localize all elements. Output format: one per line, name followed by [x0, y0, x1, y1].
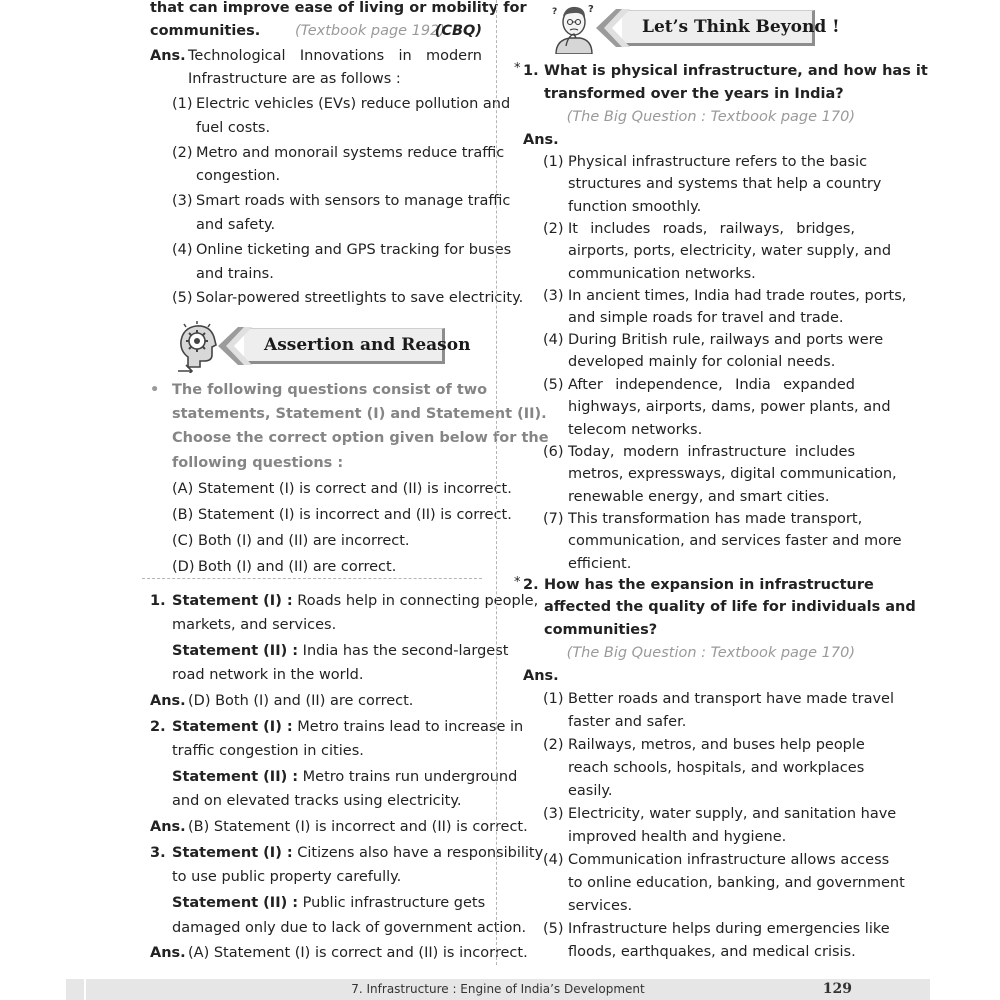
answer-intro-line-1: Technological Innovations in modern [188, 48, 482, 64]
chevron-left-icon [218, 327, 252, 365]
item-text-line-1: In ancient times, India had trade routes, ports, [568, 288, 907, 304]
item-text-line-3: telecom networks. [568, 421, 703, 438]
star-marker: * [514, 575, 521, 590]
item-text-line-1: After independence, India expanded [568, 377, 855, 393]
assertion-reason-heading [244, 328, 471, 364]
item-text-line-2: floods, earthquakes, and medical crisis. [568, 944, 856, 960]
item-text-line-3: renewable energy, and smart cities. [568, 488, 830, 505]
statement-1-text: Roads help in connecting people, [297, 593, 539, 609]
instruction-line-2: statements, Statement (I) and Statement (II). [172, 406, 547, 422]
statement-2-label: Statement (II) : [172, 895, 299, 911]
item-text-line-1: Electric vehicles (EVs) reduce pollution and [196, 96, 511, 112]
item-text-line-3: efficient. [568, 555, 632, 572]
item-text-line-1: Today, modern infrastructure includes [568, 444, 855, 460]
question-continued-text: communities. [150, 23, 261, 39]
item-text-line-3: services. [568, 898, 633, 914]
question-line-1: What is physical infrastructure, and how has it [544, 63, 928, 79]
option-text: Statement (I) is correct and (II) is incorrect. [198, 481, 512, 497]
item-text-line-1: Railways, metros, and buses help people [568, 737, 865, 753]
item-number: (2) [543, 737, 564, 753]
question-number: 1. [150, 593, 166, 609]
textbook-reference: (The Big Question : Textbook page 170) [566, 645, 855, 661]
option-letter: (C) [172, 533, 194, 549]
textbook-reference: (The Big Question : Textbook page 170) [566, 109, 855, 125]
item-text-line-2: and simple roads for travel and trade. [568, 310, 844, 327]
section-separator [142, 578, 482, 579]
item-text-line-2: faster and safer. [568, 714, 687, 730]
answer-label: Ans. [523, 132, 559, 148]
instruction-line-1: The following questions consist of two [172, 382, 488, 398]
item-number: (4) [172, 242, 193, 258]
chevron-left-icon [596, 9, 630, 47]
statement-1-line-2: markets, and services. [172, 617, 337, 633]
question-continued-line-2 [150, 21, 482, 41]
question-continued-line-1: that can improve ease of living or mobility for [150, 0, 527, 16]
question-number: 3. [150, 845, 166, 861]
statement-1-text: Metro trains lead to increase in [297, 719, 524, 735]
question-line-1: How has the expansion in infrastructure [544, 577, 874, 593]
page-number: 129 [822, 981, 852, 997]
instruction-line-4: following questions : [172, 455, 344, 471]
footer-strip [84, 979, 86, 1000]
item-text-line-2: metros, expressways, digital communication, [568, 466, 897, 483]
item-text-line-2: structures and systems that help a country [568, 176, 882, 193]
bullet: • [150, 382, 160, 398]
answer-label: Ans. [150, 48, 186, 64]
statement-1-label: Statement (I) : [172, 593, 293, 609]
item-text-line-1: Smart roads with sensors to manage traffic [196, 193, 511, 209]
item-text-line-1: Better roads and transport have made travel [568, 691, 894, 707]
item-text-line-1: Physical infrastructure refers to the basic [568, 154, 868, 170]
item-number: (3) [543, 806, 564, 822]
item-number: (4) [543, 332, 564, 348]
item-number: (5) [543, 377, 564, 393]
page-footer [66, 979, 930, 1000]
item-text-line-2: highways, airports, dams, power plants, and [568, 399, 891, 416]
item-text-line-3: function smoothly. [568, 198, 702, 215]
statement-2-line-1 [172, 641, 509, 661]
svg-text:?: ? [588, 4, 594, 15]
cbq-tag: (CBQ) [434, 23, 482, 39]
heading-text: Let’s Think Beyond ! [642, 17, 840, 37]
instruction-line-3: Choose the correct option given below for the [172, 430, 549, 446]
statement-1-line-2: traffic congestion in cities. [172, 743, 364, 759]
answer-label: Ans. [150, 693, 186, 709]
column-divider [496, 0, 497, 965]
statement-1-line-2: to use public property carefully. [172, 869, 402, 885]
option-text: Statement (I) is incorrect and (II) is correct. [198, 507, 512, 523]
gear-head-icon [174, 321, 224, 373]
answer-text: (D) Both (I) and (II) are correct. [188, 693, 414, 709]
option-text: Both (I) and (II) are incorrect. [198, 533, 410, 549]
item-text-line-1: Communication infrastructure allows access [568, 852, 890, 868]
item-number: (1) [543, 691, 564, 707]
question-line-3: communities? [544, 622, 658, 638]
question-line-2: transformed over the years in India? [544, 86, 844, 102]
question-line-2: affected the quality of life for individuals and [544, 599, 916, 615]
statement-2-label: Statement (II) : [172, 643, 299, 659]
textbook-reference: (Textbook page 192) [295, 23, 446, 39]
item-text-line-2: communication, and services faster and more [568, 533, 902, 550]
lets-think-beyond-heading [622, 10, 840, 46]
answer-label: Ans. [523, 668, 559, 684]
item-text-line-3: communication networks. [568, 265, 756, 282]
item-text-line-2: fuel costs. [196, 120, 271, 136]
item-number: (4) [543, 852, 564, 868]
statement-1-line-1 [172, 843, 544, 863]
thinking-person-icon [550, 2, 598, 54]
item-text-line-1: Solar-powered streetlights to save electricity. [196, 290, 524, 306]
item-number: (3) [172, 193, 193, 209]
statement-2-text: India has the second-largest [302, 643, 509, 659]
heading-text: Assertion and Reason [264, 335, 471, 355]
item-text-line-3: easily. [568, 783, 613, 799]
item-number: (5) [172, 290, 193, 306]
statement-2-line-2: damaged only due to lack of government action. [172, 920, 527, 936]
item-text-line-1: Online ticketing and GPS tracking for buses [196, 242, 512, 258]
answer-label: Ans. [150, 819, 186, 835]
item-number: (5) [543, 921, 564, 937]
statement-1-text: Citizens also have a responsibility [297, 845, 544, 861]
item-text-line-1: Electricity, water supply, and sanitation have [568, 806, 897, 822]
item-text-line-2: and safety. [196, 217, 276, 233]
question-number: 1. [523, 63, 539, 79]
item-number: (1) [172, 96, 193, 112]
item-text-line-2: reach schools, hospitals, and workplaces [568, 760, 865, 776]
question-number: 2. [523, 577, 539, 593]
statement-2-line-2: and on elevated tracks using electricity. [172, 793, 462, 809]
statement-2-text: Metro trains run underground [302, 769, 518, 785]
chapter-title: 7. Infrastructure : Engine of India’s Development [351, 982, 645, 996]
option-letter: (A) [172, 481, 194, 497]
item-text-line-2: airports, ports, electricity, water supply, and [568, 243, 892, 260]
statement-2-label: Statement (II) : [172, 769, 299, 785]
statement-1-label: Statement (I) : [172, 719, 293, 735]
answer-text: (A) Statement (I) is correct and (II) is incorrect. [188, 945, 528, 961]
question-number: 2. [150, 719, 166, 735]
statement-1-label: Statement (I) : [172, 845, 293, 861]
option-letter: (B) [172, 507, 194, 523]
statement-2-line-2: road network in the world. [172, 667, 364, 683]
statement-2-line-1 [172, 767, 518, 787]
answer-text: (B) Statement (I) is incorrect and (II) is correct. [188, 819, 528, 835]
item-number: (3) [543, 288, 564, 304]
item-text-line-2: developed mainly for colonial needs. [568, 354, 836, 371]
statement-2-text: Public infrastructure gets [302, 895, 486, 911]
item-text-line-1: During British rule, railways and ports were [568, 332, 884, 348]
item-number: (7) [543, 511, 564, 527]
statement-1-line-1 [172, 591, 539, 611]
item-number: (1) [543, 154, 564, 170]
statement-1-line-1 [172, 717, 524, 737]
item-number: (2) [172, 145, 193, 161]
item-text-line-2: to online education, banking, and government [568, 875, 905, 891]
item-text-line-1: It includes roads, railways, bridges, [568, 221, 855, 237]
statement-2-line-1 [172, 893, 486, 913]
option-letter: (D) [172, 559, 195, 575]
item-number: (2) [543, 221, 564, 237]
answer-label: Ans. [150, 945, 186, 961]
item-text-line-2: and trains. [196, 266, 274, 282]
star-marker: * [514, 61, 521, 76]
svg-text:?: ? [552, 7, 558, 17]
item-text-line-2: improved health and hygiene. [568, 829, 787, 845]
item-text-line-1: Metro and monorail systems reduce traffic [196, 145, 505, 161]
item-text-line-1: Infrastructure helps during emergencies like [568, 921, 890, 937]
item-text-line-2: congestion. [196, 168, 281, 184]
item-number: (6) [543, 444, 564, 460]
item-text-line-1: This transformation has made transport, [568, 511, 863, 527]
answer-intro-line-2: Infrastructure are as follows : [188, 71, 401, 87]
option-text: Both (I) and (II) are correct. [198, 559, 397, 575]
